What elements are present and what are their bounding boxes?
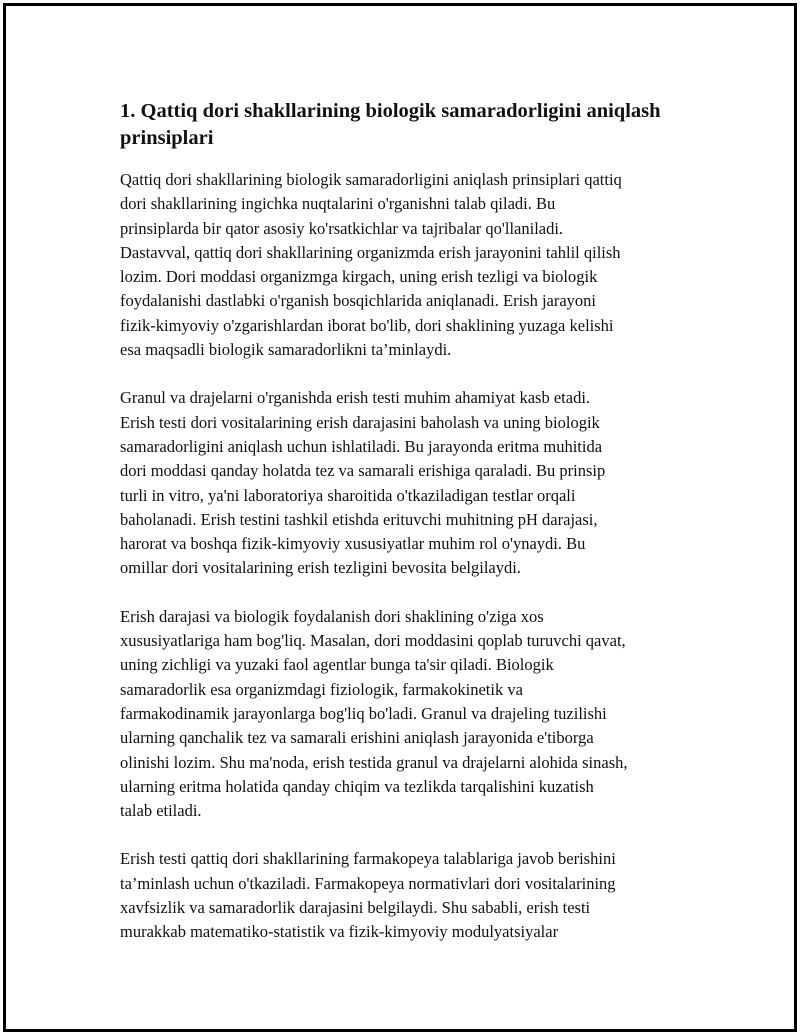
- paragraph-4: Erish testi qattiq dori shakllarining farmakopeya talablariga javob berishini ta’minlash uchun o'tkaziladi. Farmakopeya normativlari dori vositalarining xavfsizlik va samaradorlik darajasini belgilaydi. Shu sababli, erish testi murakkab matematiko-statistik va fizik-kimyoviy modulyatsiyalar: [120, 849, 616, 942]
- page-frame: [3, 3, 797, 1032]
- section-heading: 1. Qattiq dori shakllarining biologik samaradorligini aniqlash prinsiplari: [120, 100, 661, 149]
- paragraph-1: Qattiq dori shakllarining biologik samaradorligini aniqlash prinsiplari qattiq dori shakllarining ingichka nuqtalarini o'rganishni talab qiladi. Bu prinsiplarda bir qator asosiy ko'rsatkichlar va tajribalar qo'llaniladi. Dastavval, qattiq dori shakllarining organizmda erish jarayonini tahlil qilish lozim. Dori moddasi organizmga kirgach, uning erish tezligi va biologik foydalanishi dastlabki o'rganish bosqichlarida aniqlanadi. Erish jarayoni fizik-kimyoviy o'zgarishlardan iborat bo'lib, dori shaklining yuzaga kelishi esa maqsadli biologik samaradorlikni ta’minlaydi.: [120, 170, 622, 360]
- document-body: [120, 98, 700, 945]
- paragraph-2: Granul va drajelarni o'rganishda erish testi muhim ahamiyat kasb etadi. Erish testi dori vositalarining erish darajasini baholash va uning biologik samaradorligini aniqlash uchun ishlatiladi. Bu jarayonda eritma muhitida dori moddasi qanday holatda tez va samarali erishiga qaraladi. Bu prinsip turli in vitro, ya'ni laboratoriya sharoitida o'tkaziladigan testlar orqali baholanadi. Erish testini tashkil etishda erituvchi muhitning pH darajasi, harorat va boshqa fizik-kimyoviy xususiyatlar muhim rol o'ynaydi. Bu omillar dori vositalarining erish tezligini bevosita belgilaydi.: [120, 388, 606, 578]
- paragraph-3: Erish darajasi va biologik foydalanish dori shaklining o'ziga xos xususiyatlariga ham bog'liq. Masalan, dori moddasini qoplab turuvchi qavat, uning zichligi va yuzaki faol agentlar bunga ta'sir qiladi. Biologik samaradorlik esa organizmdagi fiziologik, farmakokinetik va farmakodinamik jarayonlarga bog'liq bo'ladi. Granul va drajeling tuzilishi ularning qanchalik tez va samarali erishini aniqlash jarayonida e'tiborga olinishi lozim. Shu ma'noda, erish testida granul va drajelarni alohida sinash, ularning eritma holatida qanday chiqim va tezlikda tarqalishini kuzatish talab etiladi.: [120, 606, 628, 821]
